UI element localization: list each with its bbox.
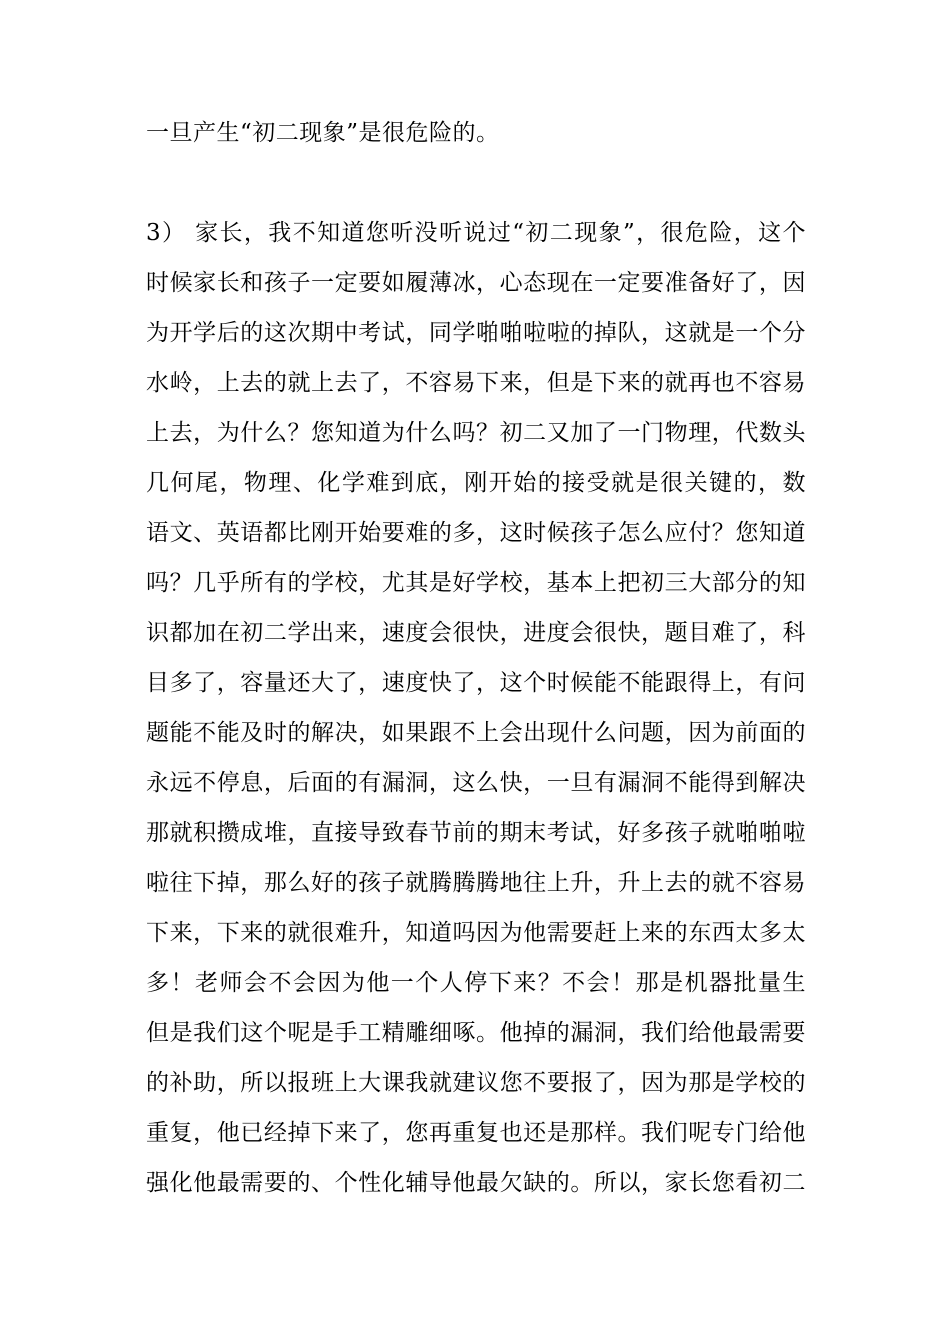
text-line: 但是我们这个呢是手工精雕细啄。他掉的漏洞，我们给他最需要 [146, 1020, 806, 1046]
text-line: 目多了，容量还大了，速度快了，这个时候能不能跟得上，有问 [146, 670, 806, 696]
paragraph-3 [146, 208, 806, 1208]
text-line: 强化他最需要的、个性化辅导他最欠缺的。所以，家长您看初二 [146, 1170, 806, 1196]
text-line: 啦往下掉，那么好的孩子就腾腾腾地往上升，升上去的就不容易 [146, 870, 806, 896]
text-line: 水岭，上去的就上去了，不容易下来，但是下来的就再也不容易 [146, 370, 806, 396]
text-line: 的补助，所以报班上大课我就建议您不要报了，因为那是学校的 [146, 1070, 806, 1096]
text-line: 下来，下来的就很难升，知道吗因为他需要赶上来的东西太多太 [146, 920, 806, 946]
text-line: 那就积攒成堆，直接导致春节前的期末考试，好多孩子就啪啪啦 [146, 820, 806, 846]
text-line: 时候家长和孩子一定要如履薄冰，心态现在一定要准备好了，因 [146, 270, 806, 296]
text-line: 多！老师会不会因为他一个人停下来？不会！那是机器批量生 [146, 970, 806, 996]
text-line: 吗？几乎所有的学校，尤其是好学校，基本上把初三大部分的知 [146, 570, 806, 596]
text-line: 几何尾，物理、化学难到底，刚开始的接受就是很关键的，数 [146, 470, 806, 496]
text-line: 3） 家长，我不知道您听没听说过“初二现象”，很危险，这个 [146, 220, 806, 246]
text-line: 一旦产生“初二现象”是很危险的。 [146, 120, 500, 146]
text-line: 识都加在初二学出来，速度会很快，进度会很快，题目难了，科 [146, 620, 806, 646]
text-line: 为开学后的这次期中考试，同学啪啪啦啦的掉队，这就是一个分 [146, 320, 806, 346]
text-line: 永远不停息，后面的有漏洞，这么快，一旦有漏洞不能得到解决 [146, 770, 806, 796]
text-line: 上去，为什么？您知道为什么吗？初二又加了一门物理，代数头 [146, 420, 806, 446]
text-line: 题能不能及时的解决，如果跟不上会出现什么问题，因为前面的 [146, 720, 806, 746]
text-line: 重复，他已经掉下来了，您再重复也还是那样。我们呢专门给他 [146, 1120, 806, 1146]
text-line: 语文、英语都比刚开始要难的多，这时候孩子怎么应付？您知道 [146, 520, 806, 546]
paragraph-continuation [146, 108, 806, 158]
